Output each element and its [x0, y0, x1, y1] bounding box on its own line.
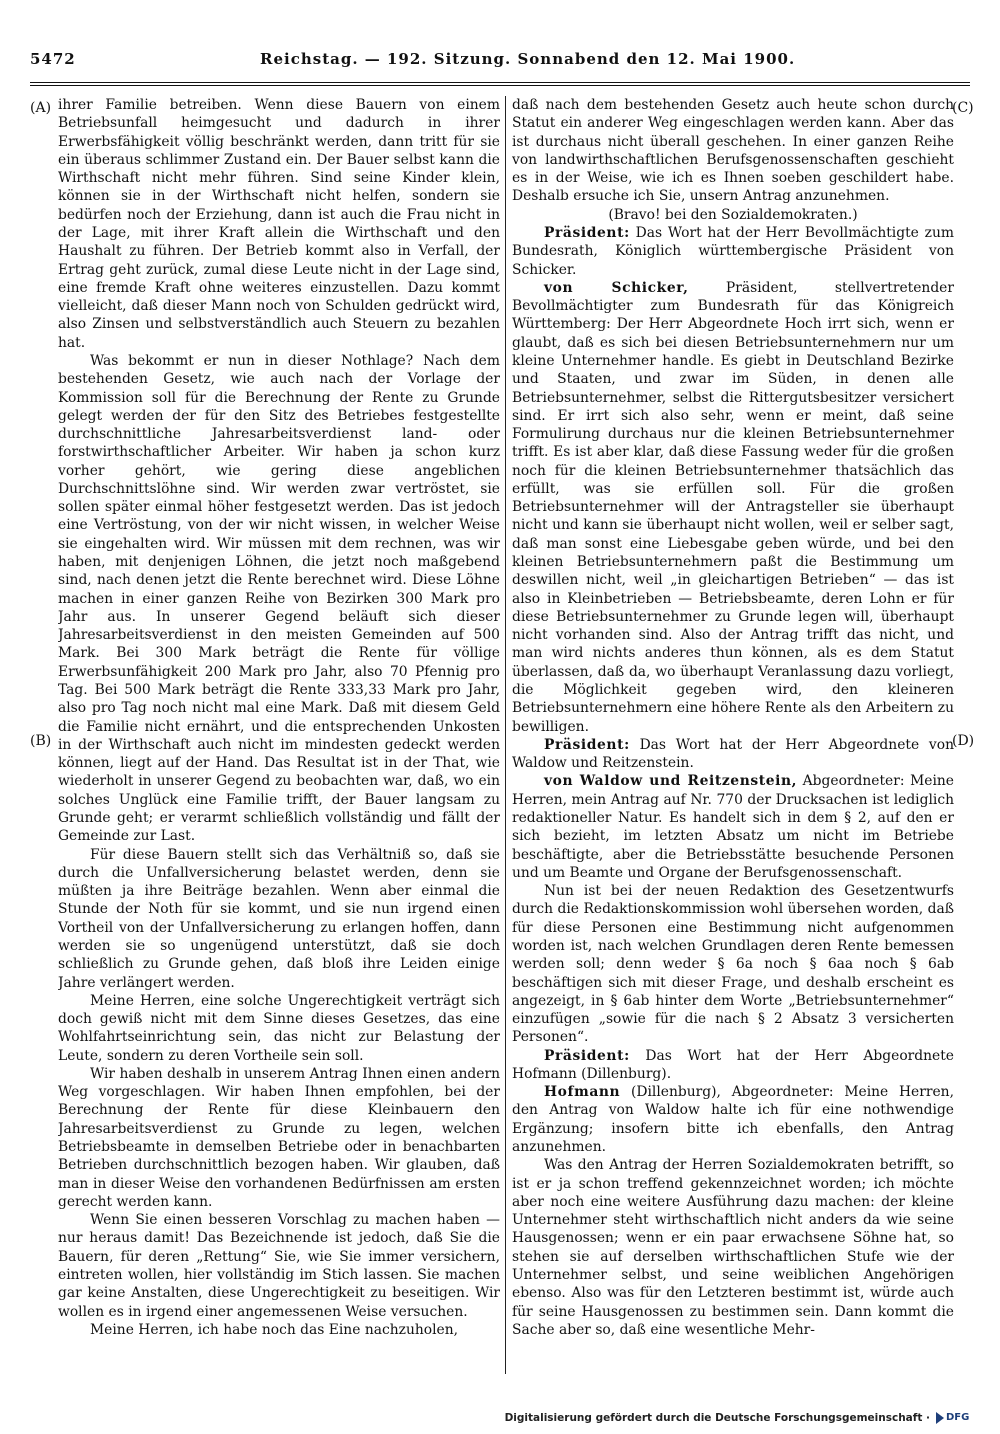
paragraph: Was den Antrag der Herren Sozialdemokraten betrifft, so ist er ja schon treffend gekennzeichnet worden; ich möchte aber noch eine weitere Ausführung dazu machen: der kleine Unternehmer steht wirthschaftlich nicht anders da wie seine Hausgenossen; wenn er ein paar erwachsene Söhne hat, so stehen sie auf derselben wirthschaftlichen Stufe wie der Unternehmer selbst, und seine weiblichen Angehörigen ebenso. Also was für den Letzteren bestimmt ist, würde auch für seine Hausgenossen zu bestimmen sein. Dann kommt die Sache aber so, daß eine wesentliche Mehr-	[512, 1157, 954, 1338]
running-head: Reichstag. — 192. Sitzung. Sonnabend den 12. Mai 1900.	[260, 50, 796, 68]
speaker-name: Präsident:	[544, 224, 630, 241]
speaker-name: von Schicker,	[544, 279, 689, 296]
right-column	[512, 96, 954, 1374]
speech-text: (Dillenburg), Abgeordneter: Meine Herren, den Antrag von Waldow halte ich für eine nothwendige Ergänzung; insofern bitte ich ebenfalls, den Antrag anzunehmen.	[512, 1084, 954, 1156]
speaker-name: Hofmann	[544, 1084, 621, 1101]
speech-text: Das Wort hat der Herr Abgeordnete Hofmann (Dillenburg).	[512, 1047, 954, 1082]
header-rule-double	[30, 85, 970, 86]
speech-text: Das Wort hat der Herr Bevollmächtigte zum Bundesrath, Königlich württembergische Präsident von Schicker.	[512, 224, 954, 278]
paragraph: Wenn Sie einen besseren Vorschlag zu machen haben — nur heraus damit! Das Bezeichnende ist jedoch, daß Sie die Bauern, für deren „Rettung“ Sie, wie Sie immer versichern, eintreten wollen, hier vollständig im Stich lassen. Sie machen gar keine Anstalten, diese Ungerechtigkeit zu beseitigen. Wir wollen es in irgend einer angemessenen Weise versuchen.	[58, 1212, 500, 1320]
margin-marker-c: (C)	[952, 100, 974, 116]
paragraph: Für diese Bauern stellt sich das Verhältniß so, daß sie durch die Unfallversicherung belastet werden, denn sie müßten ja ihre Beiträge bezahlen. Wenn aber einmal die Stunde der Noth für sie kommt, und sie nun irgend einen Vortheil von der Unfallversicherung zu erlangen hoffen, dann werden sie so ungenügend unterstützt, daß sie doch schließlich zu Grunde gehen, daß bloß ihre Leiden einige Jahre verlängert werden.	[58, 846, 500, 991]
column-divider	[505, 96, 506, 1374]
paragraph	[512, 279, 954, 736]
paragraph: Was bekommt er nun in dieser Nothlage? Nach dem bestehenden Gesetz, wie auch nach der Vorlage der Kommission soll für die Berechnung der Rente zu Grunde gelegt werden der für den Sitz des Betriebes festgestellte durchschnittliche Jahresarbeitsverdienst land- oder forstwirthschaftlicher Arbeiter. Wir haben ja schon kurz vorher gehört, wie gering diese angeblichen Durchschnittslöhne sind. Wir werden zwar vertröstet, sie sollen später einmal höher festgesetzt werden. Das ist jedoch eine Vertröstung, von der wir nicht wissen, in welcher Weise sie eingehalten wird. Wir müssen mit dem rechnen, was wir haben, mit denjenigen Löhnen, die jetzt noch maßgebend sind, nach denen jetzt die Rente berechnet wird. Diese Löhne machen in einer ganzen Reihe von Bezirken 300 Mark pro Jahr aus. In unserer Gegend beläuft sich dieser Jahresarbeitsverdienst in den meisten Gemeinden auf 500 Mark. Bei 300 Mark beträgt die Rente für völlige Erwerbsunfähigkeit 200 Mark pro Jahr, also 70 Pfennig pro Tag. Bei 500 Mark beträgt die Rente 333,33 Mark pro Jahr, also pro Tag noch nicht mal eine Mark. Daß mit diesem Geld die Familie nicht ernährt, und die entsprechenden Unkosten in der Wirthschaft auch nicht im mindesten gedeckt werden können, liegt auf der Hand. Das Resultat ist in der That, wie wiederholt in unserer Gegend zu beobachten war, daß, wo ein solches Unglück eine Familie trifft, der Bauer langsam zu Grunde geht; er verarmt schließlich vollständig und fällt der Gemeinde zur Last.	[58, 352, 500, 845]
paragraph: Nun ist bei der neuen Redaktion des Gesetzentwurfs durch die Redaktionskommission wohl übersehen worden, daß für diese Personen eine Bestimmung nicht aufgenommen worden ist, nach welchen Grundlagen deren Rente bemessen werden soll; denn weder § 6a noch § 6aa noch § 6ab beschäftigen sich mit dieser Frage, und deshalb erscheint es angezeigt, in § 6ab hinter dem Worte „Betriebsunternehmer“ einzufügen „sowie für die nach § 2 Absatz 3 versicherten Personen“.	[512, 883, 954, 1046]
paragraph	[512, 772, 954, 882]
paragraph: Meine Herren, eine solche Ungerechtigkeit verträgt sich doch gewiß nicht mit dem Sinne dieses Gesetzes, das eine Wohlfahrtseinrichtung sein, das nicht zur Belastung der Leute, sondern zu deren Vortheile sein soll.	[58, 992, 500, 1064]
applause-note: (Bravo! bei den Sozialdemokraten.)	[608, 206, 858, 223]
speech-text: Das Wort hat der Herr Abgeordnete von Waldow und Reitzenstein.	[512, 736, 954, 772]
speaker-name: Präsident:	[544, 1047, 630, 1064]
paragraph: ihrer Familie betreiben. Wenn diese Bauern von einem Betriebsunfall heimgesucht und dadurch in ihrer Erwerbsfähigkeit völlig beschränkt werden, dann tritt für sie ein überaus schlimmer Zustand ein. Der Bauer selbst kann die Wirthschaft nicht mehr führen. Sind seine Kinder klein, können sie in der Wirthschaft nicht helfen, sondern sie bedürfen noch der Erziehung, dann ist auch die Frau nicht in der Lage, mit ihrer Kraft allein die Wirthschaft und den Haushalt zu führen. Der Betrieb kommt also in Verfall, der Ertrag geht zurück, zumal diese Leute nicht in der Lage sind, eine fremde Kraft ohne weiteres einzustellen. Dazu kommt vielleicht, daß dieser Mann noch von Schulden gedrückt wird, also Zinsen und selbstverständlich auch Steuern zu bezahlen hat.	[58, 97, 500, 351]
paragraph: daß nach dem bestehenden Gesetz auch heute schon durch Statut ein anderer Weg eingeschlagen werden kann. Aber das ist durchaus nicht überall geschehen. In einer ganzen Reihe von landwirthschaftlichen Berufsgenossenschaften geschieht es in der Weise, wie ich es Ihnen soeben geschildert habe. Deshalb ersuche ich Sie, unsern Antrag anzunehmen.	[512, 97, 954, 205]
left-column	[58, 96, 500, 1374]
speaker-name: von Waldow und Reitzenstein,	[544, 773, 798, 790]
margin-marker-b: (B)	[30, 733, 52, 749]
paragraph	[512, 736, 954, 773]
speech-text: Abgeordneter: Meine Herren, mein Antrag auf Nr. 770 der Drucksachen ist lediglich redaktioneller Natur. Es handelt sich in dem § 2, auf den er sich bezieht, im letzten Absatz um nicht im Betriebe beschäftigte, aber die Betriebsstätte besuchende Personen und um Beamte und Organe der Berufsgenossenschaft.	[512, 773, 954, 881]
speech-text: Präsident, stellvertretender Bevollmächtigter zum Bundesrath für das Königreich Württemberg: Der Herr Abgeordnete Hoch irrt sich, wenn er glaubt, daß es sich bei diesen Betriebsunternehmern nur um kleine Unternehmer handle. Es giebt in Deutschland Bezirke und Staaten, und zwar im Süden, in denen alle Betriebsunternehmer, selbst die Rittergutsbesitzer versichert sind. Er irrt sich also sehr, wenn er meint, daß seine Formulirung durchaus nur die kleinen Betriebsunternehmer trifft. Es ist aber klar, daß diese Fassung weder für die großen noch für die kleinen Betriebsunternehmer thatsächlich das erfüllt, was sie erfüllen soll. Für die großen Betriebsunternehmer will der Antragsteller sie überhaupt nicht und kann sie überhaupt nicht wollen, weil er selber sagt, daß man sonst eine Liebesgabe geben würde, und bei den kleinen Betriebsunternehmern paßt die Bestimmung um deswillen nicht, weil „in gleichartigen Betrieben“ — das ist also in Kleinbetrieben — Betriebsbeamte, deren Lohn er für diese Betriebsunternehmer zu Grunde legen will, überhaupt nicht vorhanden sind. Also der Antrag trifft das nicht, und man wird nichts anderes thun können, als es dem Statut überlassen, daß da, wo überhaupt Veranlassung dazu vorliegt, die Möglichkeit gegeben wird, den kleineren Betriebsunternehmern eine höhere Rente als den Arbeitern zu bewilligen.	[512, 279, 954, 735]
funding-note: Digitalisierung gefördert durch die Deutsche Forschungsgemeinschaft ·	[504, 1412, 930, 1424]
paragraph: Meine Herren, ich habe noch das Eine nachzuholen,	[90, 1321, 459, 1338]
paragraph	[512, 1083, 954, 1156]
speaker-name: Präsident:	[544, 736, 630, 753]
dfg-logo	[936, 1410, 970, 1425]
dfg-logo-text: DFG	[946, 1412, 970, 1423]
page-number: 5472	[30, 50, 76, 68]
margin-marker-a: (A)	[30, 100, 52, 116]
margin-marker-d: (D)	[952, 733, 975, 749]
paragraph: Wir haben deshalb in unserem Antrag Ihnen einen andern Weg vorgeschlagen. Wir haben Ihnen empfohlen, bei der Berechnung der Rente für diese Kleinbauern den Jahresarbeitsverdienst zu Grunde zu legen, welchen Betriebsbeamte in demselben Betriebe oder in benachbarten Betrieben durchschnittlich bezogen haben. Wir glauben, daß man in dieser Weise den vorhandenen Bedürfnissen am ersten gerecht werden kann.	[58, 1065, 500, 1210]
dfg-arrow-icon	[936, 1412, 944, 1424]
paragraph	[512, 1047, 954, 1084]
header-rule	[30, 82, 970, 83]
paragraph	[512, 224, 954, 279]
